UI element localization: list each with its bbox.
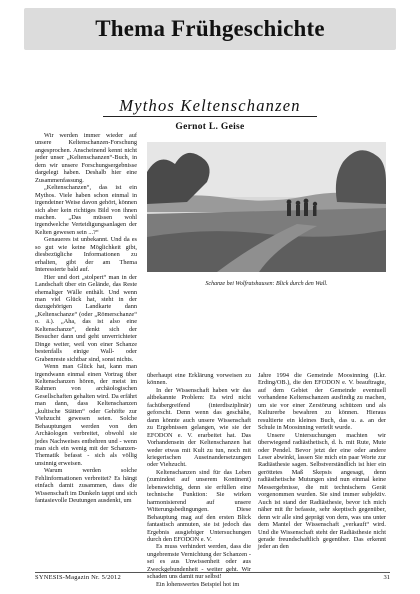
header-banner — [24, 8, 396, 50]
section-title: Thema Frühgeschichte — [95, 16, 325, 41]
paragraph: Es muss verhindert werden, dass die ungebremste Vernichtung der Schanzen - sei es aus Unwissenheit oder aus Zweckgebundenheit - weiter geht. Wir schaden uns damit nur selbst! — [147, 543, 251, 581]
column-1 — [35, 132, 137, 572]
article-author: Gernot L. Geise — [175, 122, 245, 132]
article-title: Mythos Keltenschanzen — [119, 96, 301, 115]
title-rule — [103, 116, 317, 117]
paragraph: Wir werden immer wieder auf unsere Keltenschanzen-Forschung angesprochen. Anscheinend kennt nicht jeder unser „Keltenschanzen“-Buch, in dem wir unsere Forschungsergebnisse dargelegt haben. Deshalb hier eine Zusammenfassung. — [35, 132, 137, 184]
landscape-photo — [147, 142, 386, 272]
paragraph: In der Wissenschaft haben wir das altbekannte Problem: Es wird nicht fachübergreifend (interdisziplinär) geforscht. Denn wenn das geschähe, dann könnte auch unsere Wissenschaft zu Ergebnissen gelangen, wie sie der EFODON e. V. erarbeitet hat. Das Vorhandensein der Keltenschanzen hat weder etwas mit Kult zu tun, noch mit kriegerischen Auseinandersetzungen oder Viehzucht. — [147, 386, 251, 469]
magazine-issue: SYNESIS-Magazin Nr. 5/2012 — [35, 574, 121, 581]
column-3 — [258, 372, 386, 572]
paragraph: überhaupt eine Erklärung vorweisen zu können. — [147, 372, 251, 387]
paragraph: Ein lohenswertes Beispiel hot im — [156, 580, 240, 588]
column-2 — [147, 372, 251, 588]
paragraph: Unsere Untersuchungen machten wir überwiegend radiästhetisch, d. h. mit Rute, Mute oder Pendel. Bevor jetzt der eine oder andere Leser abwinkt, lassen Sie mich ein paar Worte zur Radiästhesie sagen. Selbstverständlich ist hier ein geröttetes Maß Skepsis angesagt, denn radiästhetische Mutungen sind nun einmal keine Messergebnisse, die mit technischem Gerät vorgenommen wurden. Sie sind immer subjektiv. Auch ist stand der Radiästhesie, bevor ich mich näher mit ihr befasste, sehr skeptisch gegenüber, denn wir alle sind geprägt von dem, was uns unter dem Mantel der Wissenschaft „verkauft“ wird. Und die Wissenschaft steht der Radiästhesie nicht gerade freundschaftlich gegenüber. Das erkennt jeder an den — [258, 431, 386, 551]
paragraph: Jahre 1994 die Gemeinde Moosinning (Lkr. Erding/OB.), die den EFODON e. V. beauftragte, auf dem Gebiet der Gemeinde eventuell vorhandene Keltenschanzen ausfindig zu machen, um sie vor einer Zerstörung schützen und als Kulturerbe bewahren zu können. Hieraus resultierte ein kleines Buch, das u. a. an der Schule in Moosinning verteilt wurde. — [258, 372, 386, 432]
paragraph: Warum werden solche Fehlinformationen verbreitet? Es hängt einfach damit zusammen, dass die Wissenschaft im Dunkeln tappt und sich fantasievolle Deutungen ausdenkt, um — [35, 467, 137, 505]
footer-rule — [35, 572, 390, 573]
paragraph: Wenn man Glück hat, kann man irgendwann einmal einen Vortrag über Keltenschanzen hören, der meist im Rahmen von archäologischen Gesellschaften gehalten wird. Da erfährt man dann, dass Keltenschanzen „kultische Stätten“ oder Gehöfte zur Viehzucht gewesen seien. Solche Behauptungen werden von den Archäologen verbreitet, obwohl sie jedes Nachweises entbehren und - wenn man sich ein wenig mit der Schanzen-Thematik befasst - sich als völlig unsinnig erweisen. — [35, 363, 137, 467]
paragraph: Hier und dort „stolpert“ man in der Landschaft über ein Gelände, das Reste ehemaliger Wälle enthält. Und wenn man viel Glück hat, steht in der dazugehörigen Landkarte dann „Keltenschanze“ (oder „Römerschanze“ o. ä.). „Aha, das ist also eine Keltenschanze“, denkt sich der Besucher dann und geht unverrichteter Dinge weiter, weil von einer Schanze bestenfalls einige Wall- oder Grabenreste sichtbar sind, sonst nichts. — [35, 273, 137, 363]
photo-schanze — [147, 142, 386, 272]
paragraph: „Keltenschanzen“, das ist ein Mythos. Viele haben schon einmal in irgendeiner Weise davon gehört, können sich aber kein richtiges Bild von ihnen machen. „Das müssen wohl irgendwelche Verteidigungsanlagen der Kelten gewesen sein ...?“ — [35, 184, 137, 236]
photo-caption: Schanze bei Wolfratshausen: Blick durch den Wall. — [205, 281, 328, 287]
paragraph: Genaueres ist unbekannt. Und da es so gut wie keine Möglichkeit gibt, diesbezügliche Informationen zu erhalten, gibt der am Thema Interessierte bald auf. — [35, 236, 137, 274]
paragraph: Keltenschanzen sind für das Leben (zumindest auf unserem Kontinent) lebenswichtig, denn sie erfüllen eine technische Funktion: Sie wirken harmonisierend auf unsere Witterungsbedingungen. Diese Behauptung mag auf den ersten Blick fantastisch anmuten, sie ist jedoch das Ergebnis ausgiebiger Untersuchungen durch den EFODON e. V. — [147, 468, 251, 543]
page-number: 31 — [383, 574, 390, 581]
